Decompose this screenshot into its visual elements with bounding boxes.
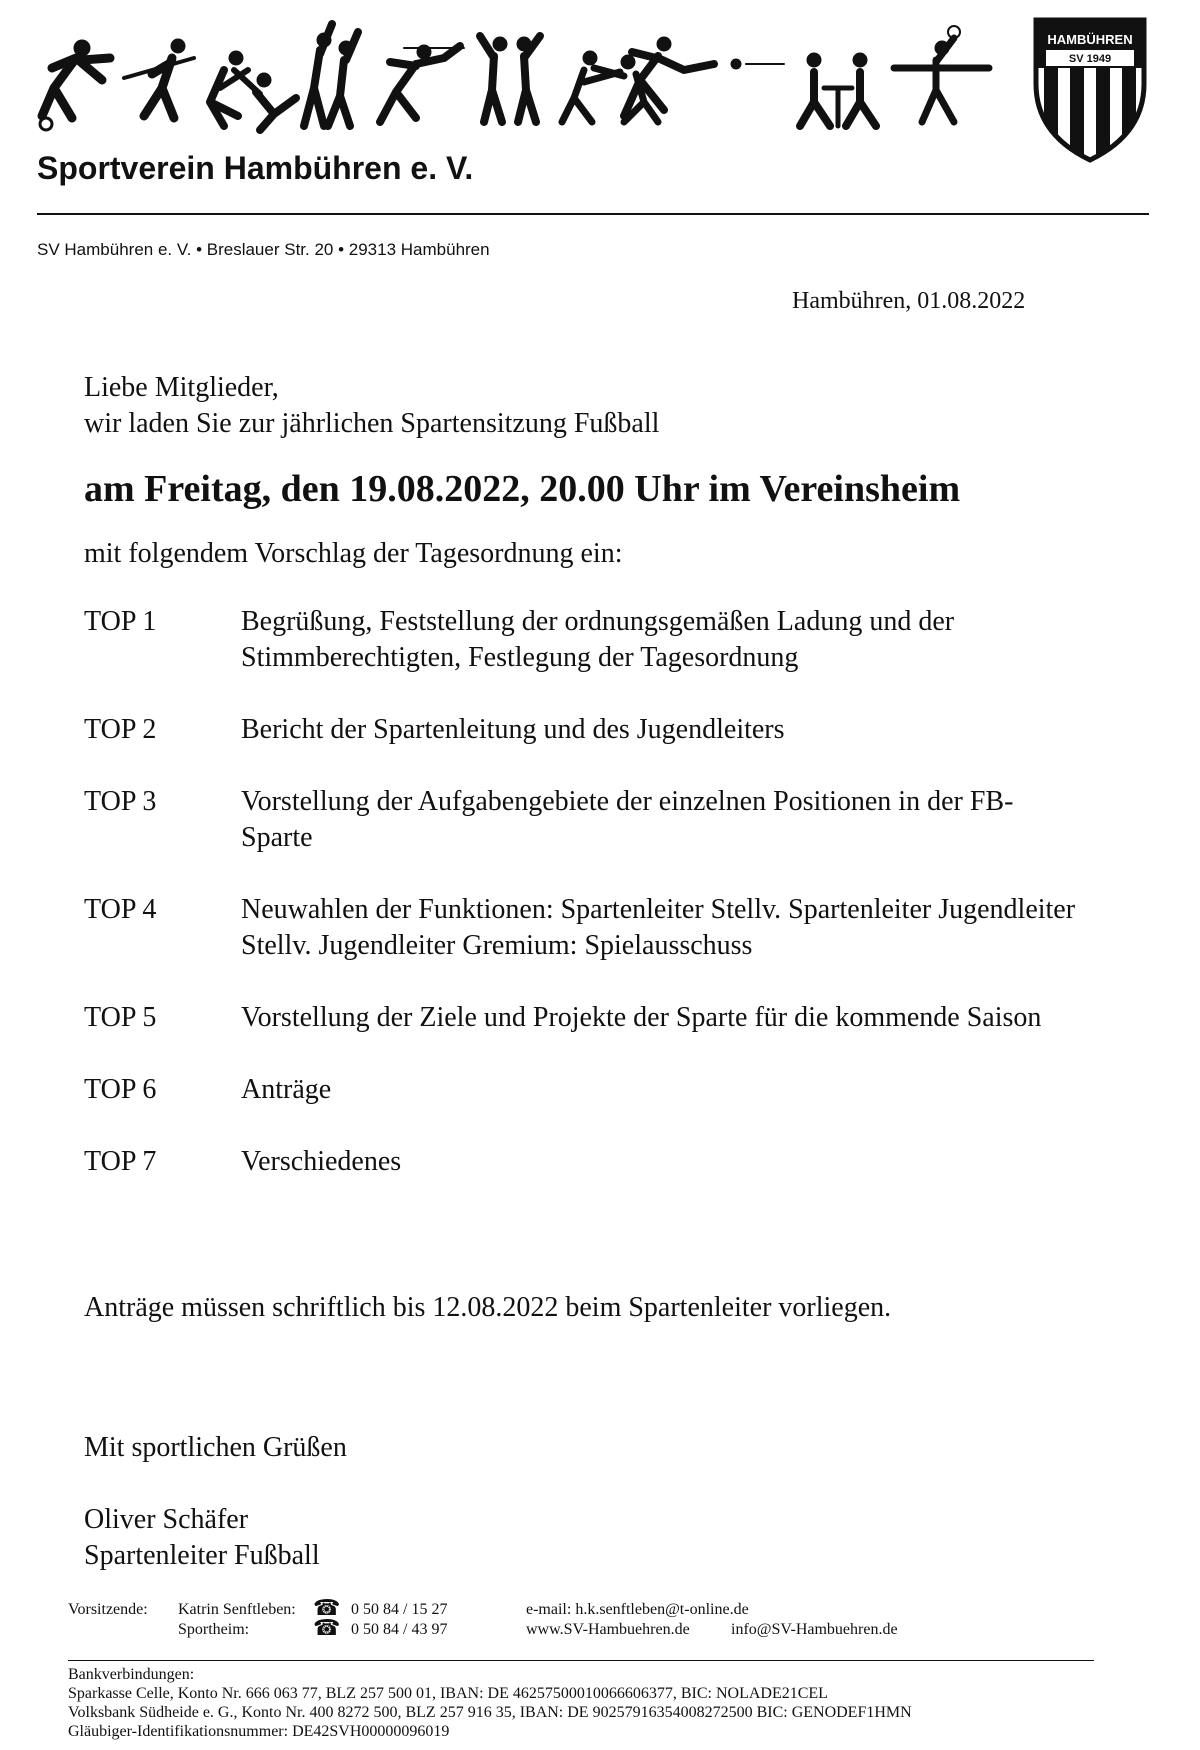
- bank-title: Bankverbindungen:: [68, 1666, 195, 1683]
- place-date: Hambühren, 01.08.2022: [792, 288, 1026, 314]
- agenda-item-text: Vorstellung der Aufgabengebiete der einzelnen Positionen in der FB-Sparte: [241, 786, 1014, 853]
- agenda-item: [84, 1000, 1084, 1036]
- chair-phone: 0 50 84 / 15 27: [351, 1601, 448, 1618]
- clubhouse-label: Sportheim:: [178, 1621, 250, 1638]
- agenda-item-text: Begrüßung, Feststellung der ordnungsgemäßen Ladung und der Stimmberechtigten, Festlegung der Tagesordnung: [241, 606, 955, 673]
- agenda-list: [84, 604, 1084, 1216]
- agenda-item-text: Vorstellung der Ziele und Projekte der Sparte für die kommende Saison: [241, 1002, 1042, 1033]
- chair-label: Vorsitzende:: [68, 1601, 148, 1618]
- agenda-item-number: TOP 6: [84, 1074, 157, 1105]
- agenda-item: [84, 604, 1084, 676]
- salutation: Liebe Mitglieder,: [84, 372, 279, 403]
- meeting-date-line: am Freitag, den 19.08.2022, 20.00 Uhr im Vereinsheim: [84, 468, 961, 510]
- signer-role: Spartenleiter Fußball: [84, 1540, 320, 1571]
- agenda-item: [84, 892, 1084, 964]
- phone-icon: ☎: [313, 1595, 341, 1620]
- clubhouse-phone: 0 50 84 / 43 97: [351, 1621, 448, 1638]
- agenda-item-text: Bericht der Spartenleitung und des Jugendleiters: [241, 714, 785, 745]
- chair-name: Katrin Senftleben:: [178, 1601, 296, 1618]
- bank-details: [68, 1665, 912, 1741]
- header-divider: [37, 213, 1149, 215]
- agenda-item-number: TOP 5: [84, 1002, 157, 1033]
- agenda-item-number: TOP 1: [84, 606, 157, 637]
- info-email-link[interactable]: info@SV-Hambuehren.de: [731, 1621, 898, 1638]
- agenda-item-number: TOP 4: [84, 894, 157, 925]
- agenda-intro: mit folgendem Vorschlag der Tagesordnung ein:: [84, 538, 623, 569]
- bank-line: Volksbank Südheide e. G., Konto Nr. 400 8272 500, BLZ 257 916 35, IBAN: DE 90257916354008272500 BIC: GENODEF1HMN: [68, 1704, 912, 1721]
- agenda-item: [84, 1144, 1084, 1180]
- club-name: Sportverein Hambühren e. V.: [37, 150, 474, 186]
- chair-email: e-mail: h.k.senftleben@t-online.de: [526, 1601, 749, 1618]
- agenda-item-number: TOP 3: [84, 786, 157, 817]
- agenda-item-number: TOP 7: [84, 1146, 157, 1177]
- agenda-item-text: Neuwahlen der Funktionen: Spartenleiter Stellv. Spartenleiter Jugendleiter Stellv. Jugendleiter Gremium: Spielausschuss: [241, 894, 1076, 961]
- agenda-item-number: TOP 2: [84, 714, 157, 745]
- deadline-note: Anträge müssen schriftlich bis 12.08.2022 beim Spartenleiter vorliegen.: [84, 1292, 892, 1323]
- footer-divider: [68, 1660, 1094, 1661]
- agenda-item: [84, 712, 1084, 748]
- signer-name: Oliver Schäfer: [84, 1504, 249, 1535]
- creditor-id: Gläubiger-Identifikationsnummer: DE42SVH00000096019: [68, 1723, 450, 1740]
- agenda-item: [84, 1072, 1084, 1108]
- bank-line: Sparkasse Celle, Konto Nr. 666 063 77, BLZ 257 500 01, IBAN: DE 46257500010066606377, BIC: NOLADE21CEL: [68, 1685, 828, 1702]
- agenda-item-text: Anträge: [241, 1074, 332, 1105]
- crest-year-text: SV 1949: [1068, 53, 1112, 65]
- invitation-text: wir laden Sie zur jährlichen Spartensitzung Fußball: [84, 408, 660, 439]
- crest-name-text: HAMBÜHREN: [1047, 32, 1133, 47]
- agenda-item: [84, 784, 1084, 856]
- club-crest-icon: [1030, 14, 1150, 164]
- agenda-item-text: Verschiedenes: [241, 1146, 402, 1177]
- closing-greeting: Mit sportlichen Grüßen: [84, 1432, 347, 1463]
- sender-address: SV Hambühren e. V. • Breslauer Str. 20 • 29313 Hambühren: [37, 240, 490, 259]
- sport-pictograms-icon: [24, 18, 994, 138]
- phone-icon: ☎: [313, 1615, 341, 1640]
- website-link[interactable]: www.SV-Hambuehren.de: [526, 1621, 690, 1638]
